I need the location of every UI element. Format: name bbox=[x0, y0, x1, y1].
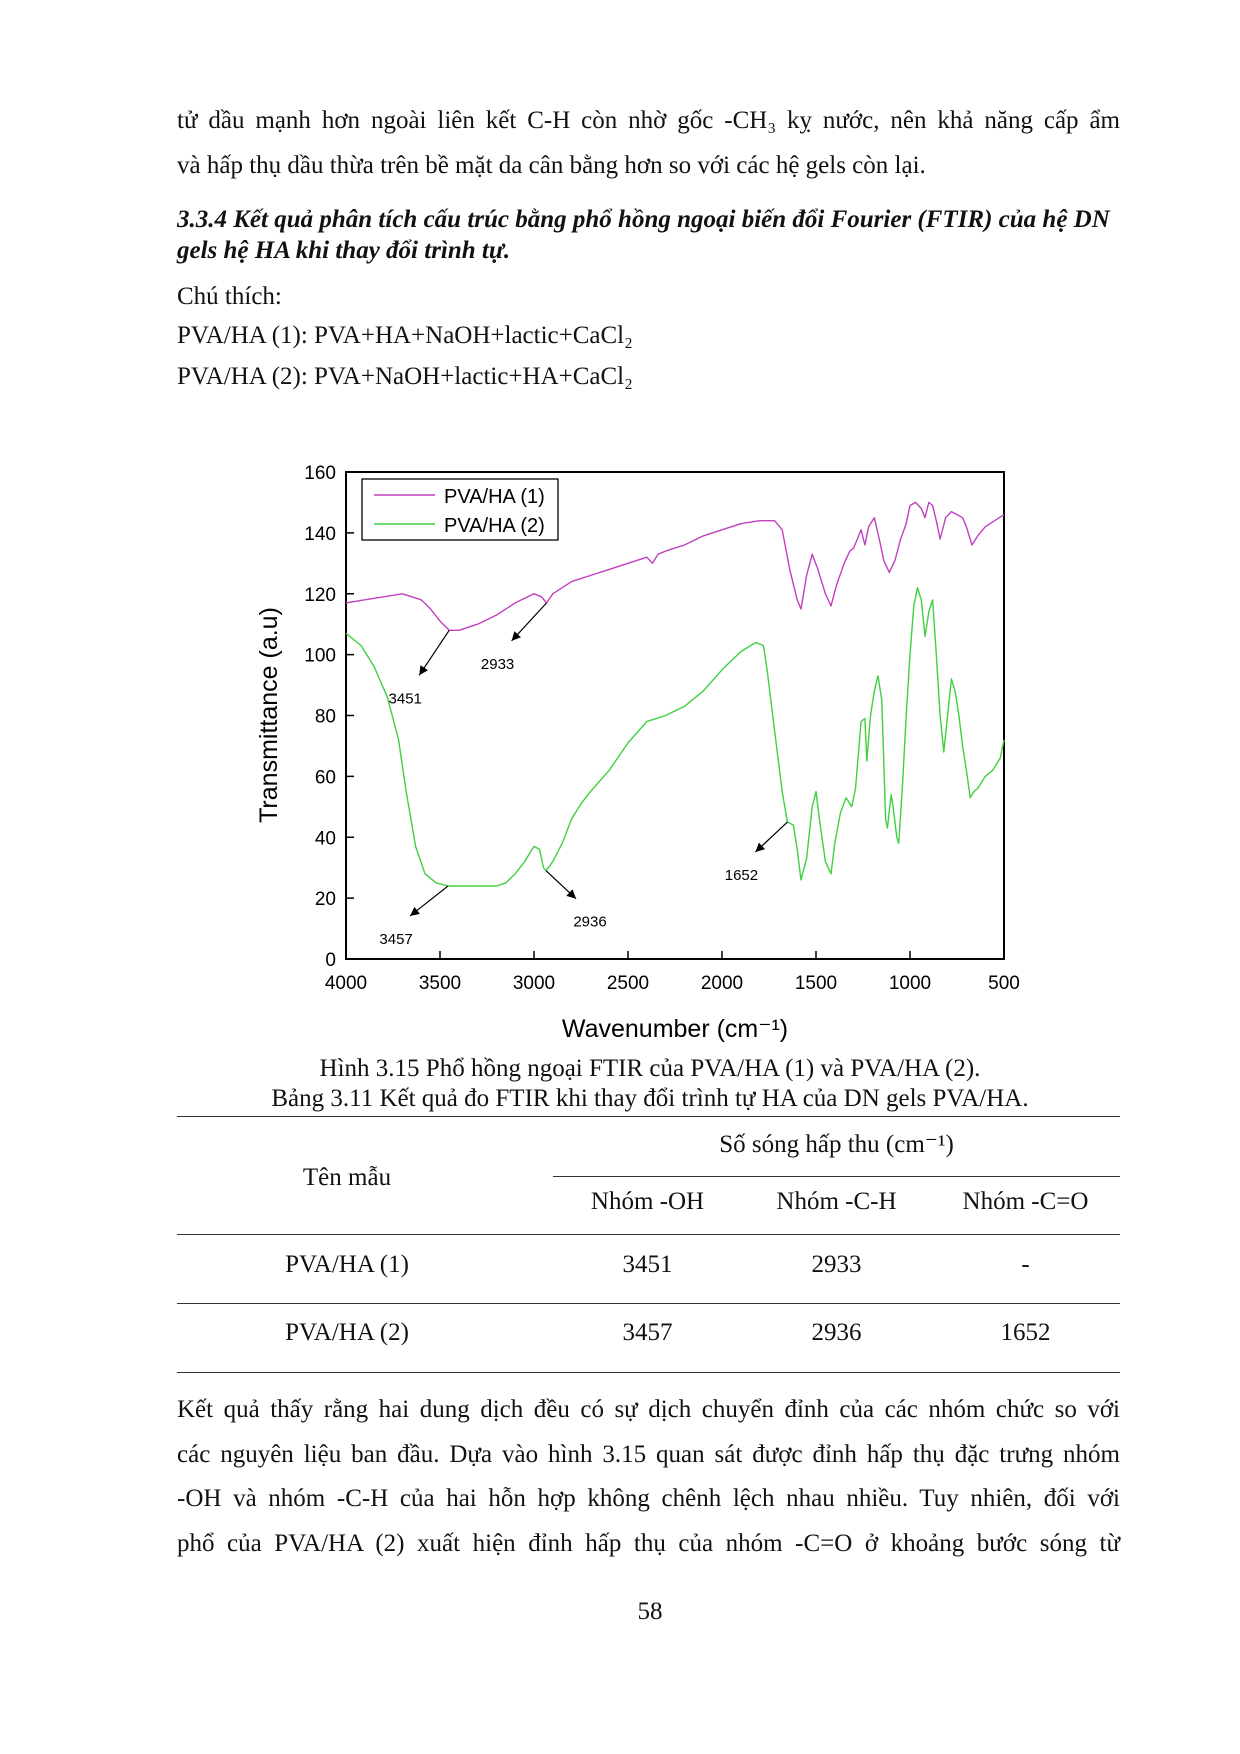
paragraph-intro-line2: và hấp thụ dầu thừa trên bề mặt da cân bằng hơn so với các hệ gels còn lại. bbox=[177, 152, 926, 179]
table-header-co: Nhóm -C=O bbox=[962, 1188, 1089, 1215]
table-rule-top bbox=[177, 1116, 1120, 1117]
table-row-2-oh: 3457 bbox=[622, 1319, 673, 1346]
table-header-group: Số sóng hấp thu (cm⁻¹) bbox=[719, 1131, 954, 1158]
paragraph-discussion-line1: Kết quả thấy rằng hai dung dịch đều có sự dịch chuyển đỉnh của các nhóm chức so với bbox=[177, 1396, 1120, 1423]
paragraph-discussion-line4: phổ của PVA/HA (2) xuất hiện đỉnh hấp thụ của nhóm -C=O ở khoảng bước sóng từ bbox=[177, 1530, 1120, 1557]
chart-legend bbox=[362, 479, 558, 540]
annotation-label: 2936 bbox=[573, 913, 607, 931]
annotation-arrowhead bbox=[410, 907, 420, 916]
chart-x-axis-label: Wavenumber (cm⁻¹) bbox=[561, 1015, 789, 1043]
y-tick-label: 160 bbox=[304, 463, 336, 484]
table-rule-group bbox=[553, 1176, 1120, 1177]
annotation-label: 3451 bbox=[388, 690, 422, 708]
x-tick-label: 3500 bbox=[418, 973, 462, 994]
table-row-1-co: - bbox=[1021, 1251, 1030, 1278]
y-tick-label: 40 bbox=[314, 828, 336, 850]
paragraph-intro-line1: tử dầu mạnh hơn ngoài liên kết C-H còn nhờ gốc -CH₃ kỵ nước, nên khả năng cấp ẩm bbox=[177, 107, 1120, 134]
y-tick-label: 120 bbox=[304, 584, 336, 606]
legend-label-series-2: PVA/HA (2) bbox=[444, 515, 545, 537]
legend-label-series-1: PVA/HA (1) bbox=[444, 486, 545, 508]
note-label: Chú thích: bbox=[177, 283, 282, 310]
page-number: 58 bbox=[637, 1598, 663, 1625]
x-tick-label: 3000 bbox=[512, 973, 556, 994]
annotation-label: 2933 bbox=[480, 655, 515, 673]
y-tick-label: 20 bbox=[314, 889, 336, 911]
table-row-1-oh: 3451 bbox=[622, 1251, 673, 1278]
table-rule-row bbox=[177, 1303, 1120, 1304]
table-rule-header bbox=[177, 1234, 1120, 1235]
x-tick-label: 2000 bbox=[700, 973, 744, 994]
x-tick-label: 2500 bbox=[606, 973, 650, 994]
x-tick-label: 500 bbox=[988, 973, 1020, 994]
chart-annotations bbox=[379, 603, 787, 948]
table-header-oh: Nhóm -OH bbox=[590, 1188, 705, 1215]
x-tick-label: 4000 bbox=[324, 973, 368, 994]
x-tick-label: 1000 bbox=[888, 973, 932, 994]
table-header-sample: Tên mẫu bbox=[302, 1164, 392, 1191]
table-row-2-ch: 2936 bbox=[811, 1319, 862, 1346]
table-caption: Bảng 3.11 Kết quả đo FTIR khi thay đổi trình tự HA của DN gels PVA/HA. bbox=[271, 1085, 1029, 1112]
annotation-label: 1652 bbox=[724, 867, 759, 885]
plot-frame bbox=[346, 472, 1004, 959]
table-header-ch: Nhóm -C-H bbox=[776, 1188, 897, 1215]
x-tick-label: 1500 bbox=[794, 973, 838, 994]
section-heading: 3.3.4 Kết quả phân tích cấu trúc bằng phổ hồng ngoại biến đổi Fourier (FTIR) của hệ DN gels hệ HA khi thay đổi trình tự. bbox=[177, 206, 1110, 264]
table-row-1-name: PVA/HA (1) bbox=[285, 1251, 409, 1278]
note-sample-1: PVA/HA (1): PVA+HA+NaOH+lactic+CaCl₂ bbox=[177, 322, 633, 349]
annotation-arrowhead bbox=[419, 665, 428, 675]
chart-series bbox=[346, 502, 1004, 886]
table-rule-bottom bbox=[177, 1372, 1120, 1373]
table-row-2-co: 1652 bbox=[1000, 1319, 1051, 1346]
y-tick-label: 60 bbox=[314, 767, 336, 789]
y-tick-label: 80 bbox=[314, 706, 336, 728]
paragraph-discussion-line3: -OH và nhóm -C-H của hai hỗn hợp không chênh lệch nhau nhiều. Tuy nhiên, đối với bbox=[177, 1485, 1120, 1512]
figure-caption: Hình 3.15 Phổ hồng ngoại FTIR của PVA/HA (1) và PVA/HA (2). bbox=[319, 1055, 981, 1082]
table-row-2-name: PVA/HA (2) bbox=[285, 1319, 409, 1346]
y-tick-label: 140 bbox=[304, 523, 336, 545]
paragraph-discussion-line2: các nguyên liệu ban đầu. Dựa vào hình 3.15 quan sát được đỉnh hấp thụ đặc trưng nhóm bbox=[177, 1441, 1120, 1468]
y-tick-label: 100 bbox=[304, 645, 336, 667]
y-tick-label: 0 bbox=[325, 950, 336, 971]
series-line-2 bbox=[346, 588, 1004, 886]
table-row-1-ch: 2933 bbox=[811, 1251, 862, 1278]
chart-y-axis-label: Transmittance (a.u) bbox=[255, 607, 283, 823]
annotation-label: 3457 bbox=[379, 930, 413, 948]
note-sample-2: PVA/HA (2): PVA+NaOH+lactic+HA+CaCl₂ bbox=[177, 363, 633, 390]
